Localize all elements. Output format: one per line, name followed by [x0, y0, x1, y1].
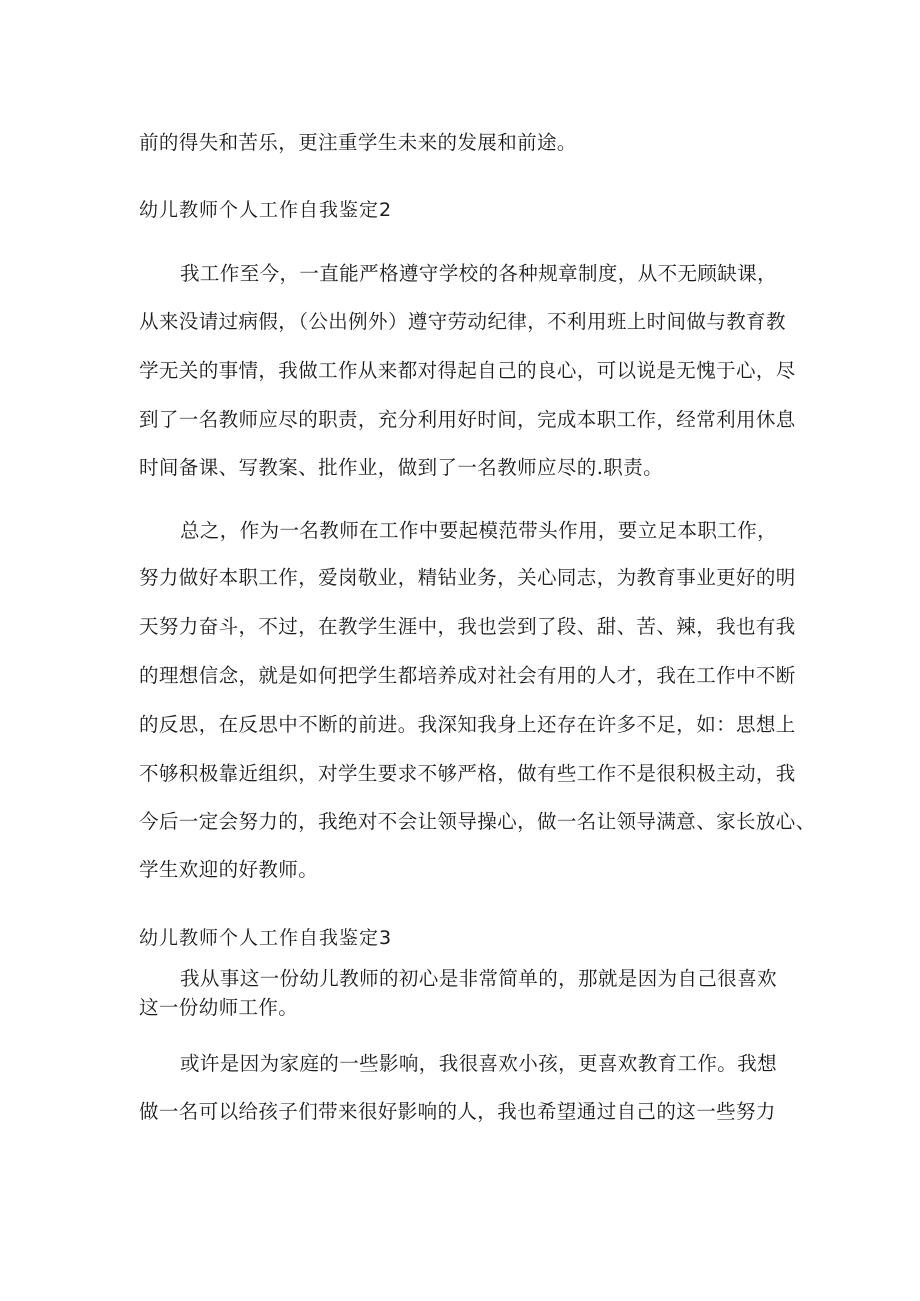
section-2-p1-line-3: 学无关的事情，我做工作从来都对得起自己的良心，可以说是无愧于心，尽 [139, 359, 796, 382]
intro-tail-line: 前的得失和苦乐，更注重学生未来的发展和前途。 [139, 131, 577, 154]
section-2-p1-line-5: 时间备课、写教案、批作业，做到了一名教师应尽的.职责。 [139, 456, 663, 479]
section-2-p2-line-1: 总之，作为一名教师在工作中要起模范带头作用，要立足本职工作， [180, 519, 778, 542]
section-2-heading: 幼儿教师个人工作自我鉴定2 [139, 199, 393, 221]
section-2-p2-line-6: 不够积极靠近组织，对学生要求不够严格，做有些工作不是很积极主动，我 [139, 762, 796, 785]
section-3-p1-line-1: 我从事这一份幼儿教师的初心是非常简单的，那就是因为自己很喜欢 [180, 967, 778, 990]
section-3-p2-line-1: 或许是因为家庭的一些影响，我很喜欢小孩，更喜欢教育工作。我想 [180, 1052, 778, 1075]
section-2-p2-line-3: 天努力奋斗，不过，在教学生涯中，我也尝到了段、甜、苦、辣，我也有我 [139, 615, 796, 638]
section-2-p2-line-8: 学生欢迎的好教师。 [139, 858, 319, 881]
section-3-p1-line-2: 这一份幼师工作。 [139, 996, 299, 1019]
section-2-p1-line-2: 从来没请过病假，（公出例外）遵守劳动纪律，不利用班上时间做与教育教 [139, 310, 786, 333]
section-2-p2-line-7: 今后一定会努力的，我绝对不会让领导操心，做一名让领导满意、家长放心、 [139, 810, 816, 833]
section-2-p1-line-1: 我工作至今，一直能严格遵守学校的各种规章制度，从不无顾缺课， [180, 262, 778, 285]
section-3-p2-line-2: 做一名可以给孩子们带来很好影响的人，我也希望通过自己的这一些努力 [139, 1100, 776, 1123]
section-2-p2-line-2: 努力做好本职工作，爱岗敬业，精钻业务，关心同志，为教育事业更好的明 [139, 566, 796, 589]
section-2-p2-line-5: 的反思，在反思中不断的前进。我深知我身上还存在许多不足，如：思想上 [139, 713, 796, 736]
section-2-p1-line-4: 到了一名教师应尽的职责，充分利用好时间，完成本职工作，经常利用休息 [139, 408, 796, 431]
section-2-p2-line-4: 的理想信念，就是如何把学生都培养成对社会有用的人才，我在工作中不断 [139, 664, 796, 687]
section-3-heading: 幼儿教师个人工作自我鉴定3 [139, 927, 393, 949]
